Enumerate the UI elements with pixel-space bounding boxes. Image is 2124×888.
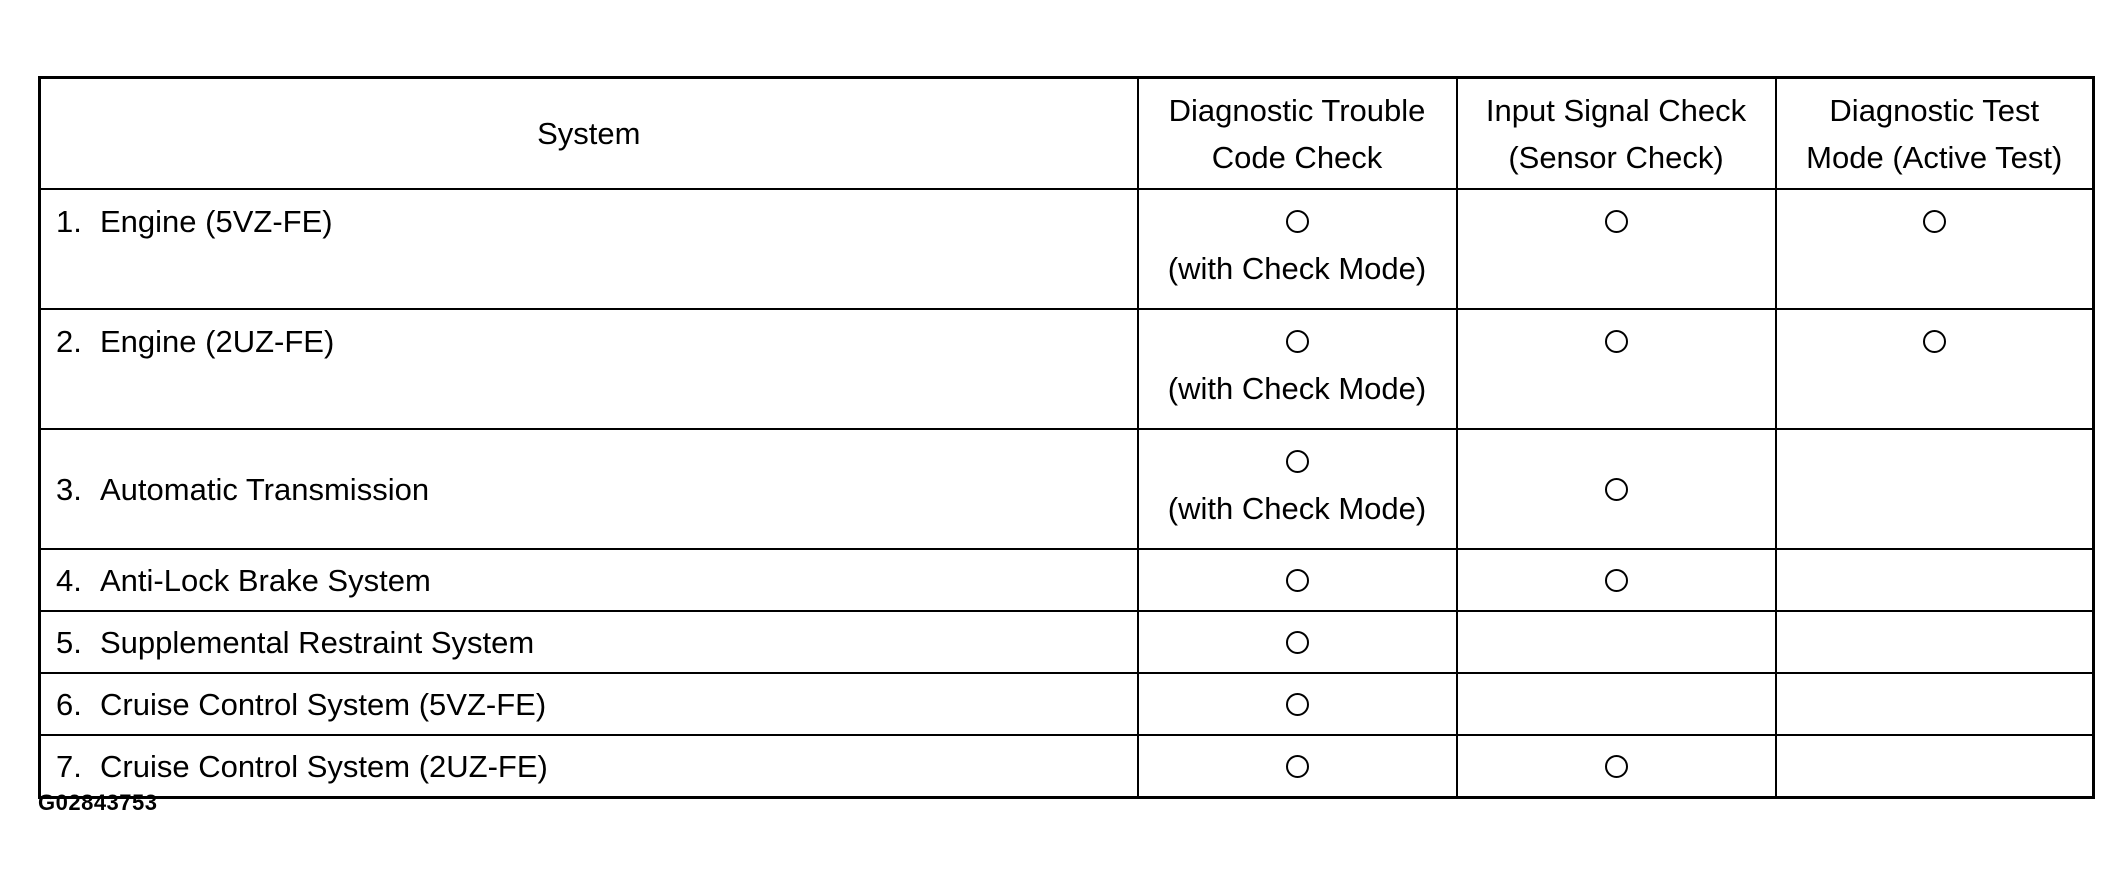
header-input-signal-check [1457, 78, 1776, 190]
system-name: Automatic Transmission [100, 471, 430, 507]
system-cell [40, 549, 1138, 611]
dtc-mark-line [1139, 619, 1456, 666]
system-cell [40, 429, 1138, 549]
dtc-check-cell [1138, 309, 1457, 429]
header-active-test [1776, 78, 2094, 190]
system-name: Cruise Control System (5VZ-FE) [100, 686, 547, 722]
system-number: 4. [56, 562, 82, 598]
dtc-check-cell [1138, 189, 1457, 309]
circle-icon [1605, 755, 1628, 778]
system-number: 6. [56, 686, 82, 722]
circle-icon [1286, 569, 1309, 592]
circle-icon [1286, 450, 1309, 473]
active-test-cell [1776, 611, 2094, 673]
dtc-check-cell [1138, 429, 1457, 549]
header-dtc-check [1138, 78, 1457, 190]
system-name: Cruise Control System (2UZ-FE) [100, 748, 548, 784]
system-name: Anti-Lock Brake System [100, 562, 431, 598]
system-cell [40, 189, 1138, 309]
system-number: 5. [56, 624, 82, 660]
active-test-cell [1776, 189, 2094, 309]
header-active-test-line-1: Diagnostic Test [1829, 92, 2040, 128]
circle-icon [1286, 631, 1309, 654]
header-input-signal-check-line-1: Input Signal Check [1485, 92, 1747, 128]
dtc-check-cell [1138, 549, 1457, 611]
table-row [40, 549, 2094, 611]
table-body [40, 189, 2094, 798]
circle-icon [1605, 210, 1628, 233]
diagnostic-function-table [38, 76, 2095, 799]
header-input-signal-check-line-2: (Sensor Check) [1508, 139, 1724, 175]
header-active-test-line-2: Mode (Active Test) [1806, 139, 2063, 175]
check-mode-note: (with Check Mode) [1167, 491, 1427, 526]
system-name: Supplemental Restraint System [100, 624, 535, 660]
dtc-mark-line [1139, 198, 1456, 245]
system-number: 3. [56, 471, 82, 507]
header-system-line-1: System [537, 116, 641, 151]
dtc-mark-line [1139, 681, 1456, 728]
dtc-mark-line [1139, 743, 1456, 790]
input-signal-check-cell [1457, 611, 1776, 673]
system-number: 1. [56, 204, 82, 239]
table-row [40, 429, 2094, 549]
system-cell [40, 673, 1138, 735]
dtc-check-cell [1138, 611, 1457, 673]
circle-icon [1923, 330, 1946, 353]
circle-icon [1605, 478, 1628, 501]
header-dtc-check-line-1: Diagnostic Trouble [1168, 92, 1426, 128]
input-signal-check-cell [1457, 673, 1776, 735]
header-system [40, 78, 1138, 190]
dtc-mark-line [1139, 438, 1456, 485]
circle-icon [1605, 569, 1628, 592]
circle-icon [1605, 330, 1628, 353]
check-mode-note: (with Check Mode) [1167, 251, 1427, 286]
dtc-check-cell [1138, 673, 1457, 735]
circle-icon [1286, 755, 1309, 778]
table-row [40, 735, 2094, 798]
system-cell [40, 309, 1138, 429]
input-signal-check-cell [1457, 189, 1776, 309]
system-name: Engine (5VZ-FE) [100, 204, 333, 239]
input-signal-check-cell [1457, 735, 1776, 798]
system-cell [40, 735, 1138, 798]
circle-icon [1286, 210, 1309, 233]
input-signal-check-cell [1457, 309, 1776, 429]
system-cell [40, 611, 1138, 673]
circle-icon [1923, 210, 1946, 233]
dtc-mark-line [1139, 557, 1456, 604]
figure-id: G02843753 [38, 790, 158, 815]
check-mode-note: (with Check Mode) [1167, 371, 1427, 406]
active-test-cell [1776, 549, 2094, 611]
table-row [40, 673, 2094, 735]
table-row [40, 611, 2094, 673]
dtc-check-cell [1138, 735, 1457, 798]
system-number: 2. [56, 324, 82, 359]
table-row [40, 189, 2094, 309]
system-name: Engine (2UZ-FE) [100, 324, 335, 359]
header-dtc-check-line-2: Code Check [1211, 139, 1383, 175]
input-signal-check-cell [1457, 549, 1776, 611]
dtc-mark-line [1139, 318, 1456, 365]
table-row [40, 309, 2094, 429]
table-header-row [40, 78, 2094, 190]
input-signal-check-cell [1457, 429, 1776, 549]
active-test-cell [1776, 429, 2094, 549]
active-test-cell [1776, 309, 2094, 429]
active-test-cell [1776, 673, 2094, 735]
system-number: 7. [56, 748, 82, 784]
active-test-cell [1776, 735, 2094, 798]
circle-icon [1286, 693, 1309, 716]
circle-icon [1286, 330, 1309, 353]
